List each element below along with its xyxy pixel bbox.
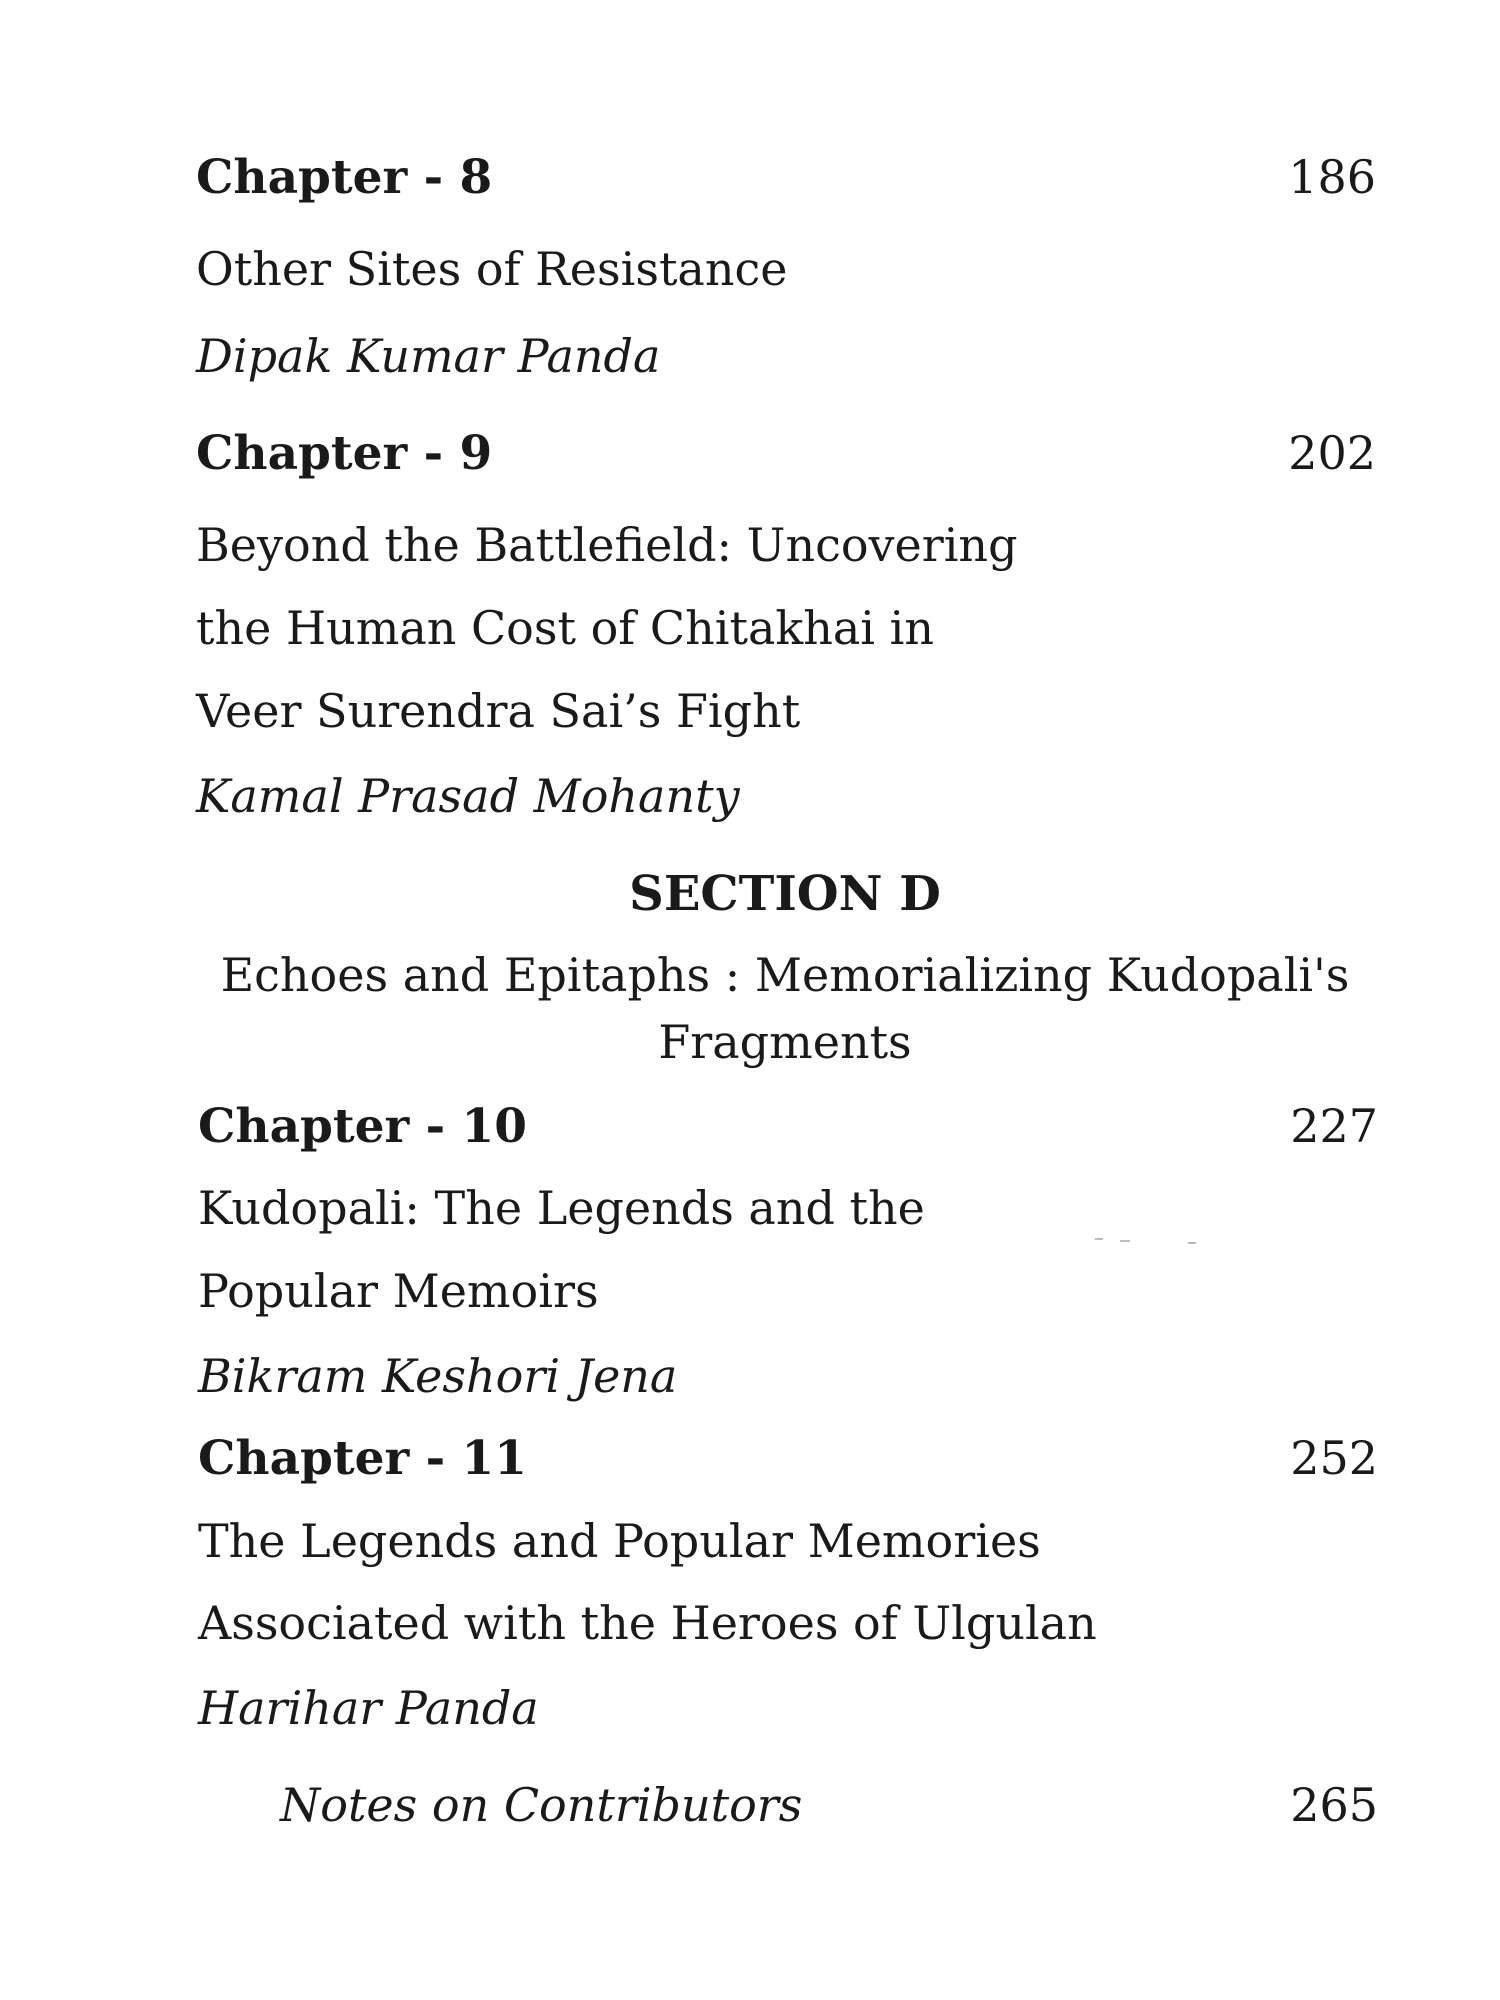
scan-speck bbox=[1188, 1242, 1196, 1244]
chapter-9-author: Kamal Prasad Mohanty bbox=[196, 769, 740, 823]
chapter-9-page-number: 202 bbox=[1288, 426, 1376, 480]
section-d-subtitle-line-1: Echoes and Epitaphs : Memorializing Kudopali's bbox=[220, 948, 1350, 1002]
chapter-9-title-line-3: Veer Surendra Sai’s Fight bbox=[196, 684, 801, 738]
chapter-8-title-line-1: Other Sites of Resistance bbox=[196, 242, 788, 296]
chapter-11-title-line-1: The Legends and Popular Memories bbox=[198, 1514, 1041, 1568]
scan-speck bbox=[1095, 1238, 1103, 1240]
scan-speck bbox=[1120, 1240, 1130, 1242]
chapter-8-heading: Chapter - 8 bbox=[196, 150, 493, 205]
chapter-10-title-line-2: Popular Memoirs bbox=[198, 1264, 599, 1318]
section-d-heading: SECTION D bbox=[629, 866, 941, 922]
chapter-11-author: Harihar Panda bbox=[198, 1681, 539, 1735]
section-d-subtitle-line-2: Fragments bbox=[658, 1015, 912, 1069]
notes-on-contributors-label: Notes on Contributors bbox=[280, 1778, 803, 1832]
notes-on-contributors-page-number: 265 bbox=[1290, 1778, 1378, 1832]
chapter-9-heading: Chapter - 9 bbox=[196, 426, 493, 481]
chapter-10-title-line-1: Kudopali: The Legends and the bbox=[198, 1181, 925, 1235]
chapter-8-page-number: 186 bbox=[1288, 150, 1376, 204]
chapter-10-page-number: 227 bbox=[1290, 1099, 1378, 1153]
chapter-11-page-number: 252 bbox=[1290, 1431, 1378, 1485]
chapter-11-title-line-2: Associated with the Heroes of Ulgulan bbox=[198, 1596, 1097, 1650]
chapter-10-author: Bikram Keshori Jena bbox=[198, 1349, 678, 1403]
chapter-8-author: Dipak Kumar Panda bbox=[196, 329, 661, 383]
chapter-10-heading: Chapter - 10 bbox=[198, 1099, 527, 1154]
chapter-9-title-line-2: the Human Cost of Chitakhai in bbox=[196, 601, 934, 655]
chapter-11-heading: Chapter - 11 bbox=[198, 1431, 527, 1486]
chapter-9-title-line-1: Beyond the Battlefield: Uncovering bbox=[196, 518, 1018, 572]
